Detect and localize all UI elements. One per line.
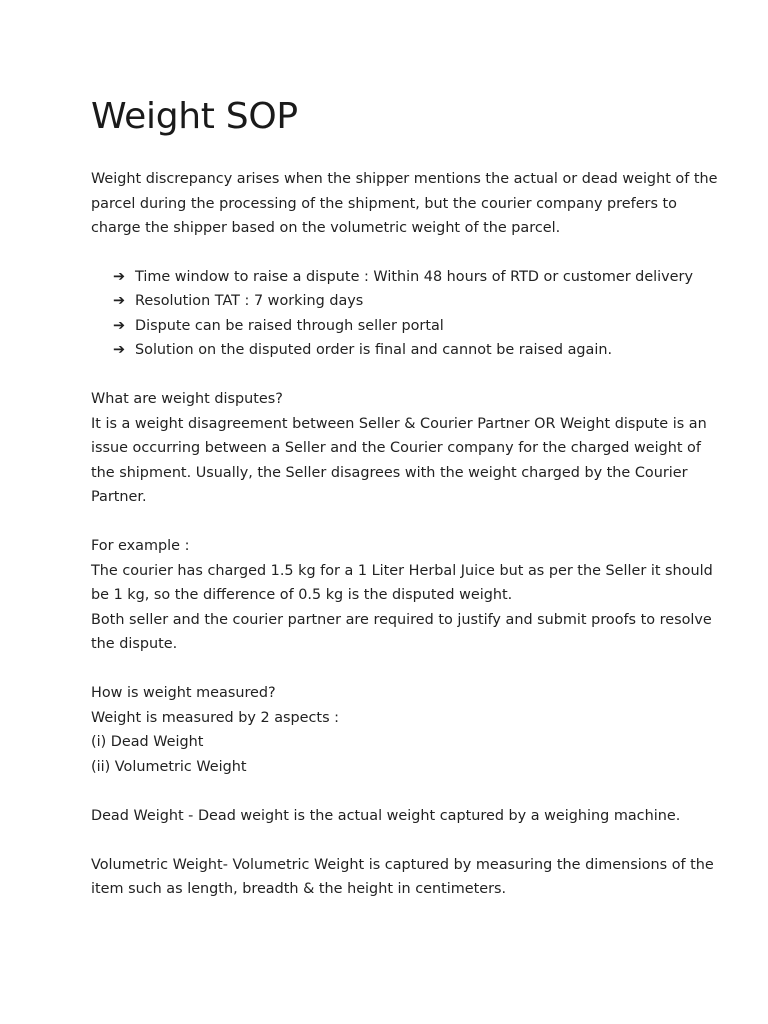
weight-disputes-section	[91, 387, 707, 510]
intro-line: charge the shipper based on the volumetric weight of the parcel.	[91, 220, 561, 236]
section-line: issue occurring between a Seller and the Courier company for the charged weight of	[91, 440, 701, 456]
sop-bullet-list	[91, 265, 693, 363]
bullet-item	[113, 265, 693, 290]
bullet-text: Solution on the disputed order is final and cannot be raised again.	[135, 342, 613, 358]
bullet-text: Dispute can be raised through seller portal	[135, 317, 444, 334]
intro-line: Weight discrepancy arises when the shipper mentions the actual or dead weight of the	[91, 171, 718, 187]
intro-line: parcel during the processing of the shipment, but the courier company prefers to	[91, 195, 677, 212]
volumetric-weight-section	[91, 853, 714, 902]
section-line: item such as length, breadth & the height in centimeters.	[91, 881, 507, 897]
section-line: Partner.	[91, 489, 147, 505]
bullet-text: Resolution TAT : 7 working days	[135, 293, 364, 309]
section-line: The courier has charged 1.5 kg for a 1 Liter Herbal Juice but as per the Seller it should	[91, 562, 713, 579]
section-line: the shipment. Usually, the Seller disagrees with the weight charged by the Courier	[91, 464, 688, 481]
arrow-right-icon: ➔	[113, 342, 126, 358]
intro-paragraph	[91, 167, 718, 241]
section-line: It is a weight disagreement between Seller & Courier Partner OR Weight dispute is an	[91, 415, 707, 432]
section-line: Volumetric Weight- Volumetric Weight is captured by measuring the dimensions of the	[91, 856, 714, 873]
arrow-right-icon: ➔	[113, 268, 126, 285]
bullet-item	[113, 314, 688, 339]
bullet-item	[113, 289, 688, 314]
section-line: the dispute.	[91, 636, 178, 652]
dead-weight-section	[91, 804, 688, 829]
arrow-right-icon: ➔	[113, 293, 126, 309]
arrow-right-icon: ➔	[113, 317, 126, 334]
example-section	[91, 534, 713, 657]
section-line: Dead Weight - Dead weight is the actual weight captured by a weighing machine.	[91, 807, 681, 824]
weight-measurement-section	[91, 681, 688, 779]
page-title: Weight SOP	[91, 96, 298, 137]
section-heading: What are weight disputes?	[91, 391, 283, 407]
bullet-text: Time window to raise a dispute : Within 48 hours of RTD or customer delivery	[135, 268, 693, 285]
section-line: Weight is measured by 2 aspects :	[91, 709, 339, 726]
section-line: (i) Dead Weight	[91, 734, 204, 750]
section-heading: How is weight measured?	[91, 685, 276, 701]
section-line: (ii) Volumetric Weight	[91, 758, 247, 775]
section-line: be 1 kg, so the difference of 0.5 kg is the disputed weight.	[91, 587, 513, 603]
section-heading: For example :	[91, 538, 190, 554]
section-line: Both seller and the courier partner are required to justify and submit proofs to resolve	[91, 611, 712, 628]
bullet-item	[113, 338, 688, 363]
